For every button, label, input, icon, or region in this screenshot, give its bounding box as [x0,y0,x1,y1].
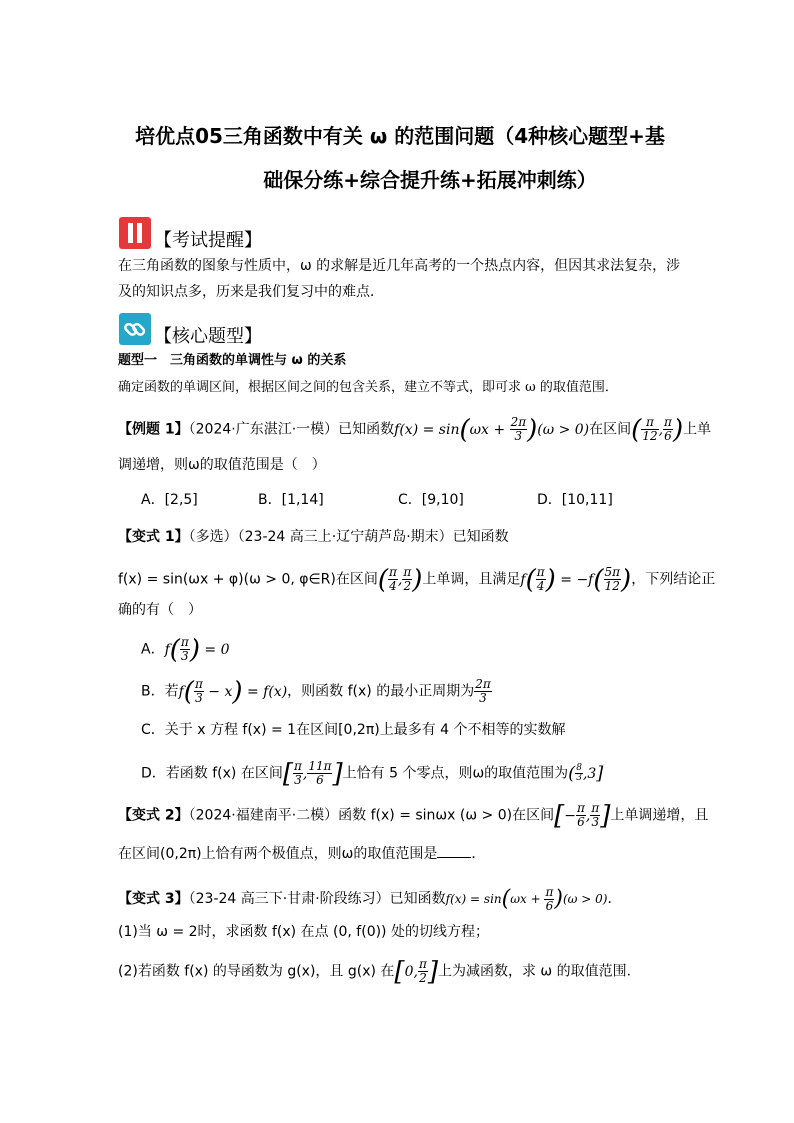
example1-tag: 【例题 1】 [118,421,189,438]
variant1-condition: f( $\frac{\pi}{4}$ ) = −f( $\frac{5\pi}{12}$ ) [520,564,632,595]
variant3-tag: 【变式 3】 [118,891,189,907]
example1-interval: ( $\frac{\pi}{12}$ , $\frac{\pi}{6}$ ) [631,414,684,445]
section-heading-exam-reminder: 【考试提醒】 [154,230,262,251]
link-icon [119,313,151,345]
pause-icon [119,217,151,249]
variant3-line1: 【变式 3】（23-24 高三下·甘肃·阶段练习）已知函数f(x) = sin(ωx + $\frac{\pi}{6}$ )(ω > 0)． [118,885,622,913]
variant1-option-d: D．若函数 f(x) 在区间[ $\frac{\pi}{3}$ , $\frac{11\pi}{6}$ ]上恰有 5 个零点，则ω的取值范围为( $\frac{8}{3}$ ,3] [141,758,604,789]
example1-line2: 调递增，则ω的取值范围是（ ） [118,457,326,473]
variant1-line2-a: f(x) = sin(ωx + φ)(ω > 0, φ∈R)在区间 [118,571,378,588]
answer-blank[interactable] [437,843,471,858]
variant1-interval: ( $\frac{\pi}{4}$ , $\frac{\pi}{2}$ ) [377,564,423,595]
variant2-line1: 【变式 2】（2024·福建南平·二模）函数 f(x) = sinωx (ω > 0)在区间[− $\frac{\pi}{6}$ , $\frac{\pi}{3}$ ]上单调递增，且 [118,800,709,831]
variant1-source: （多选）（23-24 高三上·辽宁葫芦岛·期末）已知函数 [188,529,509,545]
title-line-2: 础保分练+综合提升练+拓展冲刺练） [263,168,597,192]
example1-after2: 上单 [683,421,712,438]
variant1-option-b: B．若f( $\frac{\pi}{3}$ − x) = f(x)，则函数 f(x) 的最小正周期为 $\frac{2\pi}{3}$ [141,676,491,707]
variant1-line2-b: 上单调，且满足 [422,571,521,588]
variant1-line3: 确的有（ ） [118,602,202,618]
variant1-line2-c: ，下列结论正 [631,571,716,588]
variant1-line1 [118,527,509,547]
example1-after: 在区间 [589,421,632,438]
variant1-option-a: A．f( $\frac{\pi}{3}$ ) = 0 [141,634,230,665]
reminder-text-2: 及的知识点多，历来是我们复习中的难点． [118,284,384,300]
type1-description: 确定函数的单调区间，根据区间之间的包含关系，建立不等式，即可求 ω 的取值范围． [118,380,618,395]
example1-line1 [118,416,711,443]
variant2-tag: 【变式 2】 [118,807,189,824]
title-line-1: 培优点05三角函数中有关 ω 的范围问题（4种核心题型+基 [135,124,665,148]
variant3-q2: (2)若函数 f(x) 的导函数为 g(x)，且 g(x) 在[0, $\frac{\pi}{2}$ ]上为减函数，求 ω 的取值范围． [118,956,641,987]
variant1-option-c: C．关于 x 方程 f(x) = 1在区间[0,2π)上最多有 4 个不相等的实数解 [141,722,566,738]
example1-source: （2024·广东湛江·一模）已知函数 [188,421,395,438]
variant2-line2: 在区间(0,2π)上恰有两个极值点，则ω的取值范围是 ． [118,843,485,864]
example1-option-a: A．[2,5] [141,492,198,508]
example1-option-c: C．[9,10] [398,492,464,508]
section-heading-core-types: 【核心题型】 [154,326,262,347]
example1-option-b: B．[1,14] [258,492,324,508]
reminder-text-1: 在三角函数的图象与性质中，ω 的求解是近几年高考的一个热点内容，但因其求法复杂，涉 [118,258,681,274]
example1-formula: f(x) = sin(ωx + $\frac{2\pi}{3}$ )(ω > 0) [394,414,590,445]
variant3-q1: (1)当 ω = 2时，求函数 f(x) 在点 (0, f(0)) 处的切线方程； [118,924,489,940]
variant1-line2 [118,566,715,593]
document-title [110,114,690,202]
example1-option-d: D．[10,11] [537,492,613,508]
type1-title: 题型一 三角函数的单调性与 ω 的关系 [118,353,347,368]
variant1-tag: 【变式 1】 [118,529,189,545]
